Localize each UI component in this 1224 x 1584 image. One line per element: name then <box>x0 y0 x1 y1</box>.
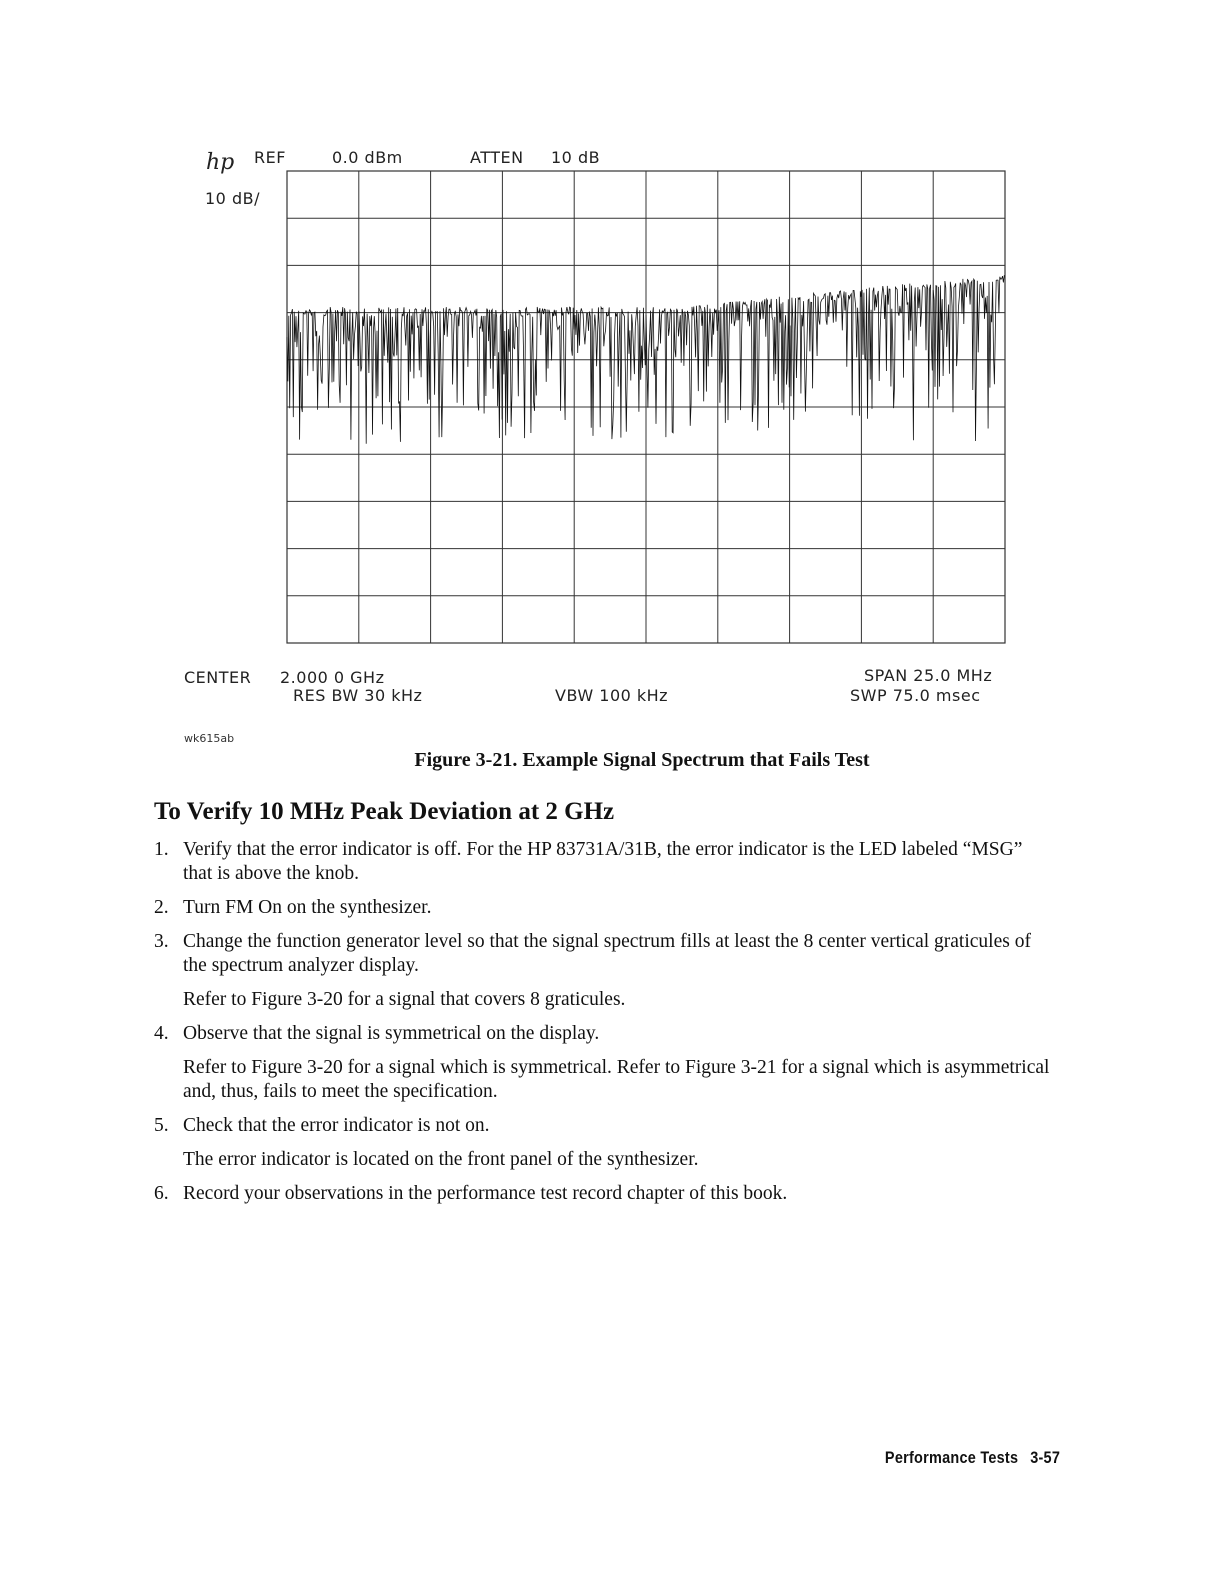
section-heading: To Verify 10 MHz Peak Deviation at 2 GHz <box>154 798 615 825</box>
vbw: VBW 100 kHz <box>555 686 669 705</box>
step-text: Turn FM On on the synthesizer. <box>183 897 432 918</box>
step-4 <box>154 1022 1054 1104</box>
ref-value: 0.0 dBm <box>332 148 403 167</box>
step-text: Change the function generator level so that the signal spectrum fills at least the 8 center vertical graticules of the spectrum analyzer display. <box>183 931 1031 976</box>
scale-label: 10 dB/ <box>205 189 260 208</box>
step-3 <box>154 930 1054 1012</box>
step-number: 6. <box>154 1183 169 1204</box>
step-1 <box>154 838 1054 886</box>
step-2 <box>154 896 1054 920</box>
ref-label: REF <box>254 148 286 167</box>
spectrum-display <box>286 170 1006 644</box>
figure-caption: Figure 3-21. Example Signal Spectrum that Fails Test <box>414 749 870 771</box>
page-number: 3-57 <box>1030 1448 1060 1467</box>
step-5 <box>154 1114 1054 1172</box>
figure-id: wk615ab <box>184 732 235 745</box>
graticule <box>287 171 1005 643</box>
step-text: Check that the error indicator is not on. <box>183 1115 490 1136</box>
step-text: Verify that the error indicator is off. For the HP 83731A/31B, the error indicator is the LED labeled “MSG” that is above the knob. <box>183 839 1023 884</box>
hp-logo: hp <box>206 150 235 175</box>
step-text: Record your observations in the performance test record chapter of this book. <box>183 1183 788 1204</box>
atten-label: ATTEN <box>470 148 524 167</box>
step-text: Observe that the signal is symmetrical on the display. <box>183 1023 600 1044</box>
res-bw: RES BW 30 kHz <box>293 686 423 705</box>
page-footer <box>873 1448 1060 1468</box>
procedure-steps <box>154 838 1054 1216</box>
footer-section: Performance Tests <box>884 1448 1019 1467</box>
step-note: The error indicator is located on the front panel of the synthesizer. <box>183 1149 699 1170</box>
step-6 <box>154 1182 1054 1206</box>
step-number: 1. <box>154 839 169 860</box>
atten-value: 10 dB <box>551 148 601 167</box>
center-label: CENTER <box>184 668 252 687</box>
step-note: Refer to Figure 3-20 for a signal which is symmetrical. Refer to Figure 3-21 for a signal which is asymmetrical and, thus, fails to meet the specification. <box>183 1057 1050 1102</box>
center-value: 2.000 0 GHz <box>280 668 385 687</box>
sweep-time: SWP 75.0 msec <box>850 686 981 705</box>
step-number: 4. <box>154 1023 169 1044</box>
step-number: 5. <box>154 1115 169 1136</box>
span: SPAN 25.0 MHz <box>864 666 993 685</box>
step-note: Refer to Figure 3-20 for a signal that covers 8 graticules. <box>183 989 626 1010</box>
step-number: 2. <box>154 897 169 918</box>
step-number: 3. <box>154 931 169 952</box>
